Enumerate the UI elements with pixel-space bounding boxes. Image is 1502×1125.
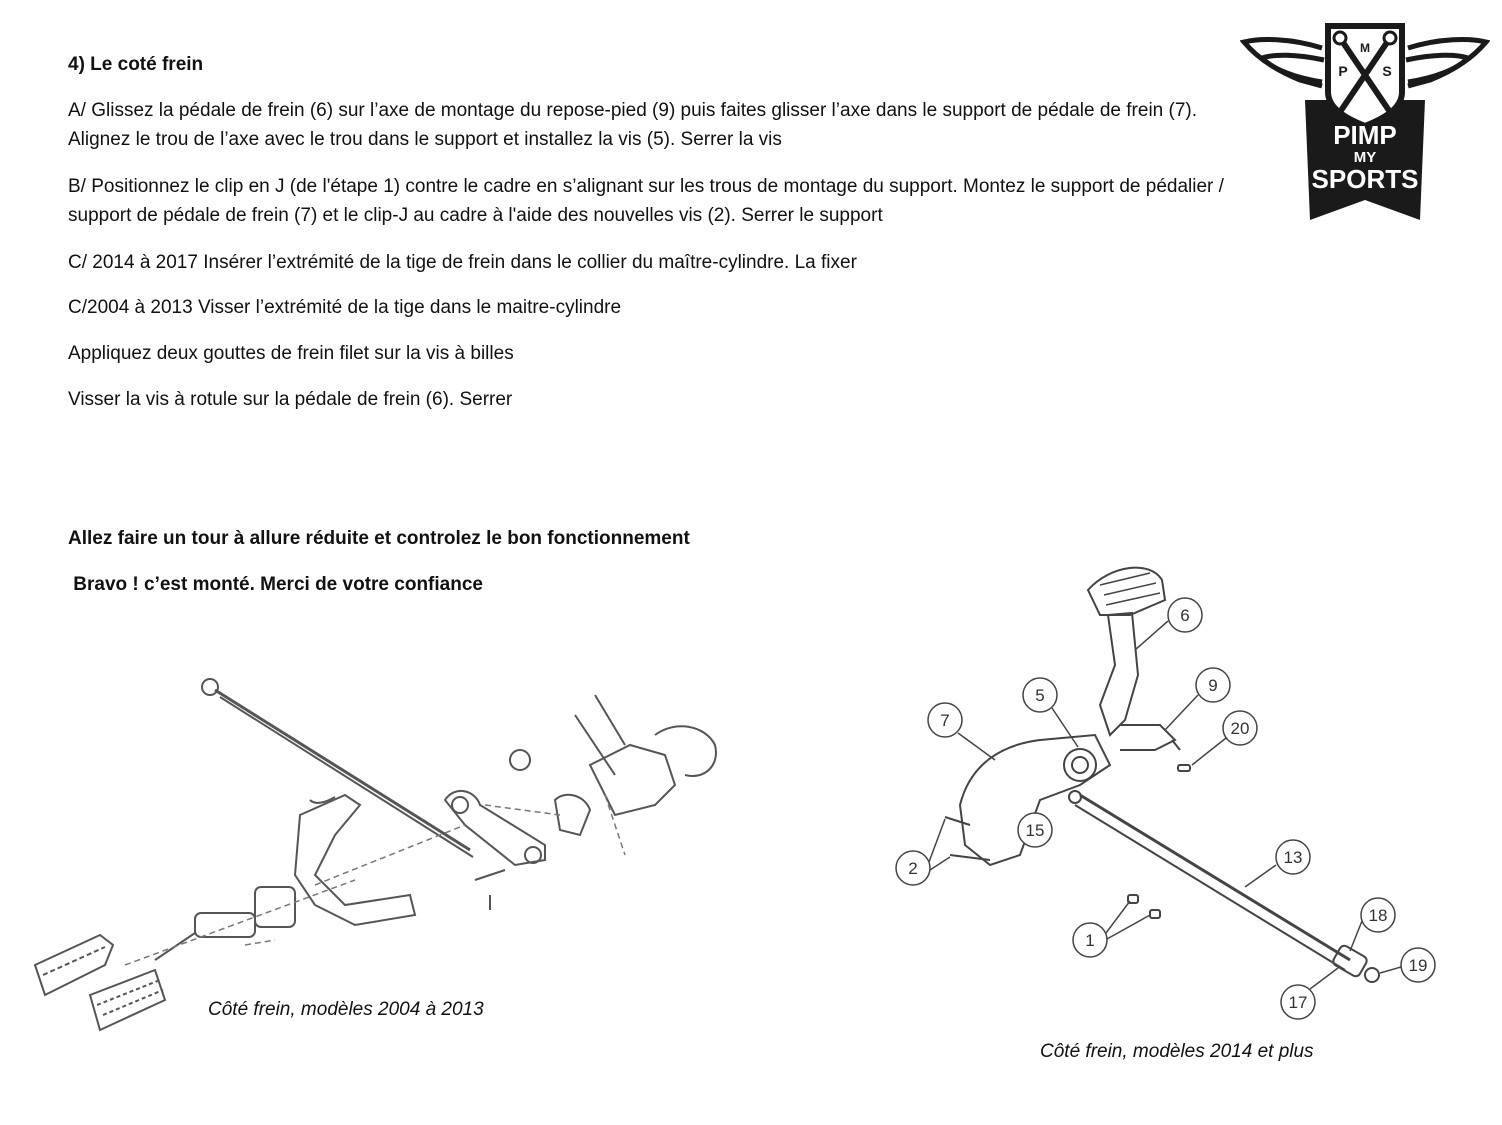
callout-17: 17: [1288, 993, 1308, 1012]
step-d-text: Appliquez deux gouttes de frein filet sur la vis à billes: [68, 343, 514, 364]
closing-line-1: Allez faire un tour à allure réduite et controlez le bon fonctionnement: [68, 528, 690, 549]
callout-7: 7: [940, 711, 950, 730]
step-a-text: A/ Glissez la pédale de frein (6) sur l’axe de montage du repose-pied (9) puis faites glisser l’axe dans le support de pédale de frein (7). Alignez le trou de l’axe avec le trou dans le support et installez la vis (5). Serrer la vis: [68, 100, 1198, 150]
pimp-my-sports-logo: [1240, 20, 1490, 225]
logo-text-sports: SPORTS: [1311, 164, 1419, 194]
callout-18: 18: [1368, 906, 1388, 925]
callout-13: 13: [1283, 848, 1303, 867]
closing-line-2: Bravo ! c’est monté. Merci de votre confiance: [68, 574, 483, 595]
callout-15: 15: [1025, 821, 1045, 840]
logo-letter-p: P: [1338, 63, 1348, 79]
step-c2-text: C/2004 à 2013 Visser l’extrémité de la tige dans le maitre-cylindre: [68, 297, 622, 318]
callout-6: 6: [1180, 606, 1190, 625]
logo-text-pimp: PIMP: [1333, 120, 1397, 150]
logo-letter-m: M: [1360, 41, 1370, 55]
callout-19: 19: [1408, 956, 1428, 975]
callout-9: 9: [1208, 676, 1218, 695]
step-b-text: B/ Positionnez le clip en J (de l'étape 1) contre le cadre en s’alignant sur les trous de montage du support. Montez le support de pédalier / support de pédale de frein (7) et le clip-J au cadre à l'aide des nouvelles vis (2). Serrer le support: [68, 176, 1224, 226]
brake-side-diagram-2014-plus: [880, 555, 1470, 1035]
left-figure-caption: Côté frein, modèles 2004 à 2013: [208, 999, 484, 1020]
callout-20: 20: [1230, 719, 1250, 738]
callout-5: 5: [1035, 686, 1045, 705]
callout-1: 1: [1085, 931, 1095, 950]
logo-letter-s: S: [1382, 63, 1392, 79]
logo-text-my: MY: [1353, 149, 1377, 166]
step-e-text: Visser la vis à rotule sur la pédale de frein (6). Serrer: [68, 389, 513, 410]
step-c1-text: C/ 2014 à 2017 Insérer l’extrémité de la tige de frein dans le collier du maître-cylindre. La fixer: [68, 252, 857, 273]
right-figure-caption: Côté frein, modèles 2014 et plus: [1040, 1041, 1314, 1062]
brake-side-diagram-2004-2013: [15, 665, 735, 1045]
section-heading: 4) Le coté frein: [68, 54, 204, 75]
callout-2: 2: [908, 859, 918, 878]
